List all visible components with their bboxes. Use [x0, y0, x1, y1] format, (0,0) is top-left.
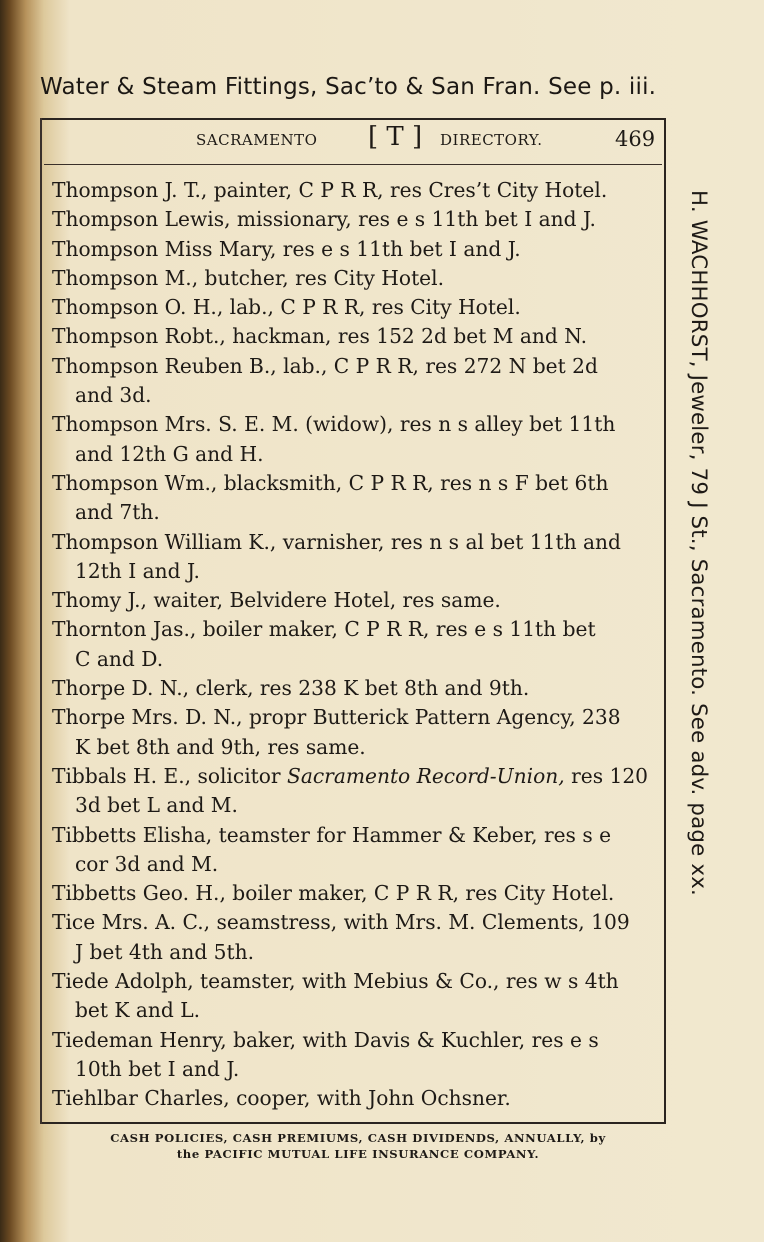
- directory-entry: [52, 322, 652, 351]
- running-head-letter: [ T ]: [368, 122, 423, 152]
- running-head: [42, 122, 664, 158]
- entry-text: Tibbals H. E., solicitor: [52, 763, 287, 788]
- directory-entry: [52, 1026, 652, 1085]
- bottom-advertisement: [48, 1130, 668, 1162]
- directory-entry: [52, 352, 652, 411]
- newspaper-name: Sacramento Record-Union,: [287, 763, 565, 788]
- directory-entry: [52, 615, 652, 674]
- entry-text: Thompson Mrs. S. E. M. (widow), res n s alley bet 11th: [52, 412, 616, 437]
- frame-bottom-rule: [42, 1122, 666, 1124]
- directory-entry: [52, 264, 652, 293]
- directory-entries: [52, 176, 652, 1114]
- directory-entry: [52, 762, 652, 821]
- directory-entry: [52, 908, 652, 967]
- entry-text: Thornton Jas., boiler maker, C P R R, res e s 11th bet: [52, 617, 596, 642]
- entry-continuation: and 12th G and H.: [75, 441, 264, 466]
- directory-entry: [52, 528, 652, 587]
- directory-entry: [52, 674, 652, 703]
- entry-text: Thompson J. T., painter, C P R R, res Cres’t City Hotel.: [52, 178, 608, 202]
- directory-entry: [52, 469, 652, 528]
- bottom-ad-line-2: the PACIFIC MUTUAL LIFE INSURANCE COMPANY.: [176, 1147, 540, 1161]
- side-advertisement: H. WACHHORST, Jeweler, 79 J St., Sacramento. See adv. page xx.: [686, 190, 711, 896]
- running-head-city: SACRAMENTO: [196, 131, 318, 149]
- entry-text: Tibbetts Elisha, teamster for Hammer & Keber, res s e: [52, 822, 612, 847]
- entry-text: Tiede Adolph, teamster, with Mebius & Co., res w s 4th: [52, 969, 619, 994]
- bottom-ad-line-1: CASH POLICIES, CASH PREMIUMS, CASH DIVIDENDS, ANNUALLY, by: [110, 1131, 606, 1145]
- entry-text: Thomy J., waiter, Belvidere Hotel, res same.: [52, 588, 501, 613]
- directory-entry: [52, 410, 652, 469]
- entry-continuation: C and D.: [75, 646, 164, 671]
- entry-continuation: cor 3d and M.: [75, 851, 219, 876]
- entry-text: Thompson William K., varnisher, res n s al bet 11th and: [52, 529, 621, 554]
- entry-text: Thompson Miss Mary, res e s 11th bet I and J.: [52, 236, 521, 261]
- entry-text: Tice Mrs. A. C., seamstress, with Mrs. M. Clements, 109: [52, 910, 630, 935]
- directory-entry: [52, 1084, 652, 1113]
- directory-entry: [52, 293, 652, 322]
- entry-text: Thompson M., butcher, res City Hotel.: [52, 265, 444, 290]
- entry-continuation: 12th I and J.: [75, 558, 200, 583]
- directory-entry: [52, 703, 652, 762]
- entry-continuation: J bet 4th and 5th.: [75, 939, 255, 964]
- frame-right-rule: [664, 118, 666, 1124]
- page-number: 469: [615, 127, 656, 151]
- entry-text: res 120: [564, 763, 649, 788]
- directory-entry: [52, 176, 652, 205]
- entry-continuation: and 3d.: [75, 383, 152, 408]
- entry-text: Thorpe D. N., clerk, res 238 K bet 8th and 9th.: [52, 676, 530, 701]
- directory-entry: [52, 235, 652, 264]
- entry-text: Tiehlbar Charles, cooper, with John Ochsner.: [52, 1086, 511, 1111]
- entry-text: Thompson Robt., hackman, res 152 2d bet M and N.: [52, 324, 588, 349]
- entry-text: Thompson Lewis, missionary, res e s 11th bet I and J.: [52, 207, 596, 232]
- entry-continuation: 3d bet L and M.: [75, 793, 238, 818]
- entry-text: Thompson O. H., lab., C P R R, res City Hotel.: [52, 295, 521, 320]
- running-head-directory: DIRECTORY.: [440, 131, 543, 149]
- running-head-rule: [44, 164, 662, 165]
- directory-entry: [52, 821, 652, 880]
- entry-text: Thorpe Mrs. D. N., propr Butterick Pattern Agency, 238: [52, 705, 621, 730]
- directory-entry: [52, 586, 652, 615]
- entry-continuation: bet K and L.: [75, 998, 201, 1023]
- frame-top-rule: [42, 118, 666, 120]
- entry-continuation: and 7th.: [75, 500, 160, 525]
- entry-continuation: 10th bet I and J.: [75, 1056, 240, 1081]
- entry-text: Tiedeman Henry, baker, with Davis & Kuchler, res e s: [52, 1027, 599, 1052]
- entry-text: Tibbetts Geo. H., boiler maker, C P R R, res City Hotel.: [52, 881, 615, 906]
- directory-entry: [52, 967, 652, 1026]
- entry-text: Thompson Reuben B., lab., C P R R, res 272 N bet 2d: [52, 353, 598, 378]
- entry-continuation: K bet 8th and 9th, res same.: [75, 734, 366, 759]
- top-advertisement: Water & Steam Fittings, Sac’to & San Fran. See p. iii.: [40, 74, 657, 100]
- directory-entry: [52, 205, 652, 234]
- entry-text: Thompson Wm., blacksmith, C P R R, res n s F bet 6th: [52, 470, 609, 495]
- frame-left-rule: [40, 118, 42, 1124]
- directory-entry: [52, 879, 652, 908]
